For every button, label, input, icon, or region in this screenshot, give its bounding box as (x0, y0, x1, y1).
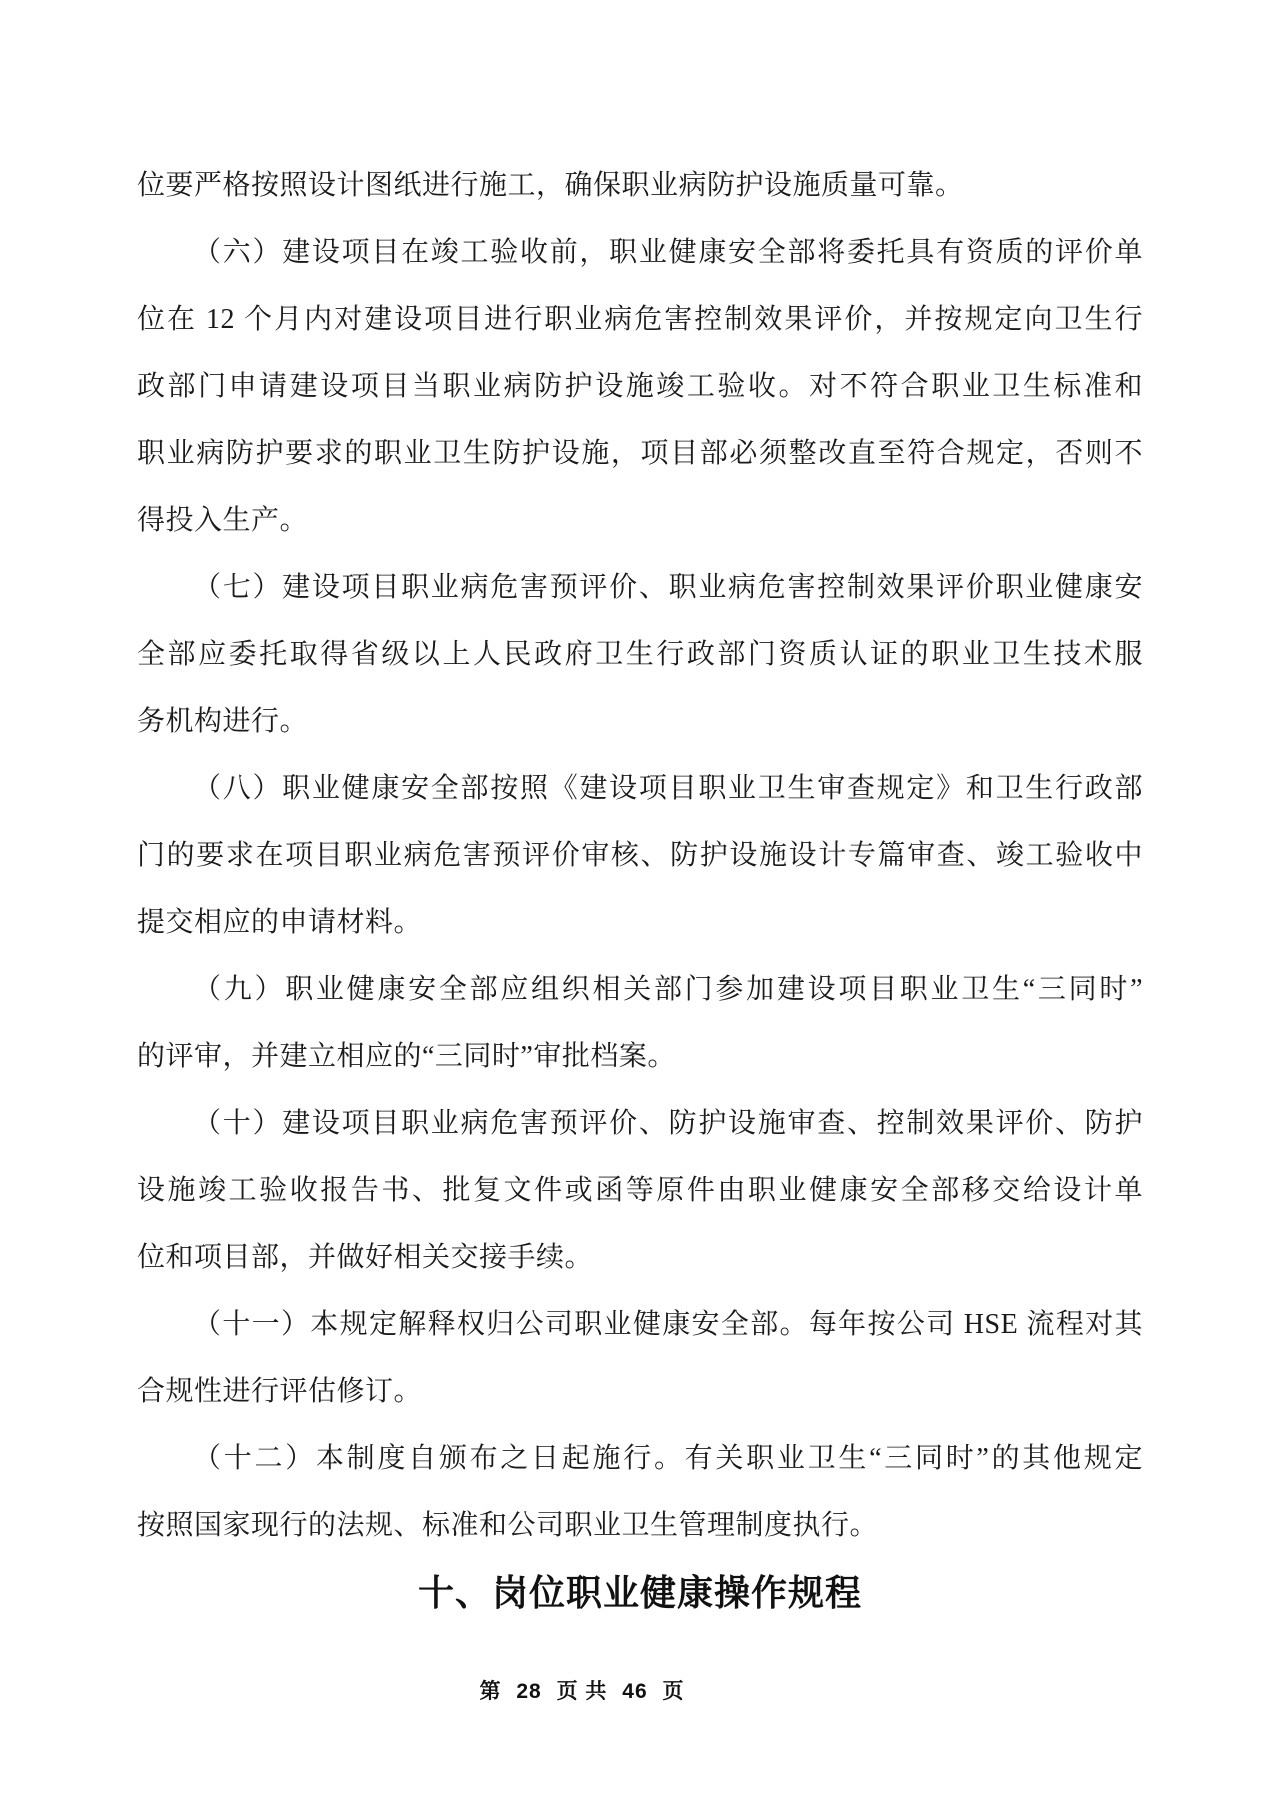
text-line: 位要严格按照设计图纸进行施工，确保职业病防护设施质量可靠。 (137, 170, 964, 201)
text-line: 门的要求在项目职业病危害预评价审核、防护设施设计专篇审查、竣工验收中 (137, 840, 1143, 871)
text-line: （七）建设项目职业病危害预评价、职业病危害控制效果评价职业健康安 (193, 572, 1143, 603)
text-line: 位和项目部，并做好相关交接手续。 (137, 1242, 594, 1273)
text-line: 全部应委托取得省级以上人民政府卫生行政部门资质认证的职业卫生技术服 (137, 639, 1143, 670)
footer-label-middle: 页 共 (556, 1680, 608, 1703)
footer-page-number: 28 (516, 1680, 542, 1703)
text-line: （九）职业健康安全部应组织相关部门参加建设项目职业卫生“三同时” (193, 974, 1143, 1005)
footer-label-suffix: 页 (662, 1680, 685, 1703)
text-line: （十二）本制度自颁布之日起施行。有关职业卫生“三同时”的其他规定 (193, 1443, 1143, 1474)
text-line: 位在 12 个月内对建设项目进行职业病危害控制效果评价，并按规定向卫生行 (137, 304, 1143, 335)
text-line: 按照国家现行的法规、标准和公司职业卫生管理制度执行。 (137, 1510, 879, 1541)
text-line: 的评审，并建立相应的“三同时”审批档案。 (137, 1041, 676, 1072)
text-line: 职业病防护要求的职业卫生防护设施，项目部必须整改直至符合规定，否则不 (137, 438, 1143, 469)
footer-label-prefix: 第 (479, 1680, 502, 1703)
footer-total-pages: 46 (622, 1680, 648, 1703)
text-line: （十）建设项目职业病危害预评价、防护设施审查、控制效果评价、防护 (193, 1108, 1143, 1139)
page-footer (0, 1678, 1222, 1706)
text-line: 务机构进行。 (137, 706, 309, 737)
document-body (137, 152, 1143, 1626)
text-line: （八）职业健康安全部按照《建设项目职业卫生审查规定》和卫生行政部 (193, 773, 1143, 804)
text-line: 设施竣工验收报告书、批复文件或函等原件由职业健康安全部移交给设计单 (137, 1175, 1143, 1206)
section-heading: 十、岗位职业健康操作规程 (417, 1572, 862, 1613)
text-line: 合规性进行评估修订。 (137, 1376, 423, 1407)
text-line: 得投入生产。 (137, 505, 309, 536)
text-line: （六）建设项目在竣工验收前，职业健康安全部将委托具有资质的评价单 (193, 237, 1143, 268)
text-line: （十一）本规定解释权归公司职业健康安全部。每年按公司 HSE 流程对其 (193, 1309, 1143, 1340)
text-line: 政部门申请建设项目当职业病防护设施竣工验收。对不符合职业卫生标准和 (137, 371, 1143, 402)
text-line: 提交相应的申请材料。 (137, 907, 423, 938)
